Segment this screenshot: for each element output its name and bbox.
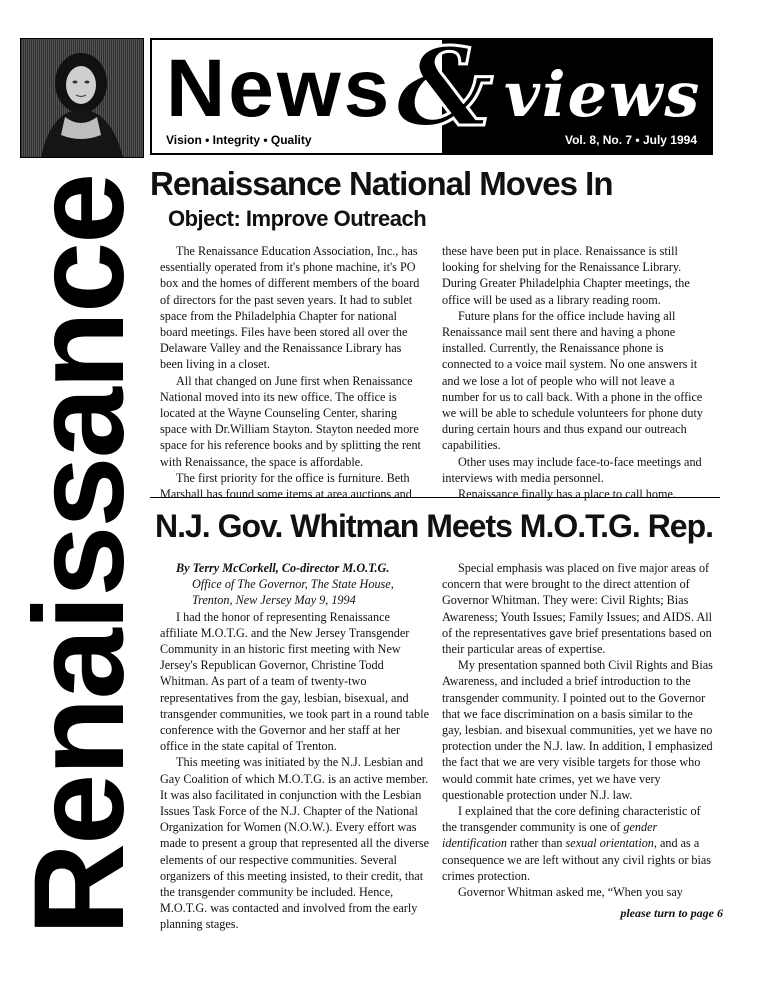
article2-paragraph: Governor Whitman asked me, “When you say [458,885,683,900]
masthead-ampersand: & [396,25,494,151]
text-run: I explained that the core defining characteristic of the transgender community is one of [442,804,701,835]
article1-column-2 [442,243,714,502]
article2-column-1 [160,560,430,933]
masthead [150,25,713,155]
article1-column-1 [160,243,422,502]
continued-note: please turn to page 6 [620,906,723,920]
article2-headline: N.J. Gov. Whitman Meets M.O.T.G. Rep. [155,508,714,544]
masthead-tagline: Vision • Integrity • Quality [166,133,312,147]
article2-column-2 [442,560,714,900]
vertical-title-wrap [8,165,151,945]
article2-paragraph: Special emphasis was placed on five major areas of concern that were brought to the direct attention of Governor Whitman. They were: Civil Rights; Bias Awareness; Youth Issues; Family Issues; and AIDS. All of the representatives gave brief presentations based on their particular areas of expertise. [442,561,713,657]
emphasis-text: gender identification [442,820,658,851]
emphasis-text: sexual orientation, [565,836,657,851]
article1-paragraph: All that changed on June first when Renaissance National moved into its new office. The office is located at the Wayne Counseling Center, sharing space with Dr.William Stayton. Stayton needed more space for his reference books and by splitting the rent with Renaissance, the space is affordable. [160,373,421,469]
text-run: and as a consequence we are left without any civil rights or bias crimes protection. [442,836,712,883]
article2-paragraph: This meeting was initiated by the N.J. Lesbian and Gay Coalition of which M.O.T.G. is an active member. It was also facilitated in conjunction with the Lesbian Issues Task Force of the N.J. Chapter of the National Organization for Women (N.O.W.). Every effort was made to present a group that represented all the diverse elements of our respective communities. Several organizers of this meeting insisted, to their credit, that the transgender community be included. Hence, M.O.T.G. was contacted and involved from the early planning stages. [160,755,430,932]
article1-paragraph: Renaissance finally has a place to call home. [458,487,676,502]
article2-paragraph [442,803,714,884]
vertical-title: Renaissance [8,174,151,936]
portrait-painting-icon [20,38,144,158]
masthead-title-news: News [166,43,393,134]
article1-paragraph: The first priority for the office is furniture. Beth Marshall has found some items at area auctions and [160,470,412,502]
issue-volume: Vol. 8, No. 7 • July 1994 [564,133,697,147]
article1-paragraph: Future plans for the office include having all Renaissance mail sent there and having a phone installed. Currently, the Renaissance phone is connected to a voice mail system. No one answers it and we lose a lot of people who will not leave a number for us to call back. With a phone in the office we will be able to schedule volunteers for phone duty during certain hours and thus expand our outreach capabilities. [442,308,703,453]
article2-dateline: Trenton, New Jersey May 9, 1994 [192,593,356,608]
article2-paragraph: My presentation spanned both Civil Rights and Bias Awareness, and included a brief introduction to the transgender community. I pointed out to the Governor that we face discrimination on a basis similar to the gay, lesbian. and bisexual communities, yet we have no protection under the N.J. law. In addition, I emphasized the fact that we are very visible targets for those who would commit hate crimes, yet we have very questionable protection under N.J. law. [442,658,713,802]
masthead-title-views: views [504,58,702,131]
article1-paragraph: Other uses may include face-to-face meetings and interviews with media personnel. [442,454,702,485]
article1-paragraph: The Renaissance Education Association, Inc., has essentially operated from it's phone machine, it's PO box and the homes of different members of the board of directors for the past seven years. It had to sublet space from the Philadelphia Chapter for national board meetings. Files have been stored all over the Delaware Valley and the Renaissance Library has been living in a closet. [160,244,420,372]
article2-paragraph: I had the honor of representing Renaissance affiliate M.O.T.G. and the New Jersey Transgender Community in an historic first meeting with New Jersey's Republican Governor, Christine Todd Whitman. As part of a team of twenty-two representatives from the gay, lesbian, bisexual, and transgender communities, we took part in a round table conference with the Governor and her staff at her office in the state capital of Trenton. [160,609,430,754]
article1-subhead: Object: Improve Outreach [168,206,427,231]
section-divider [150,497,720,498]
article2-dateline: Office of The Governor, The State House, [192,577,394,592]
text-run: rather than [507,836,566,851]
article2-byline: By Terry McCorkell, Co-director M.O.T.G. [176,561,390,575]
article1-headline: Renaissance National Moves In [150,165,613,202]
article1-paragraph: these have been put in place. Renaissance is still looking for shelving for the Renaissance Library. During Greater Philadelphia Chapter meetings, the office will be used as a library reading room. [442,244,690,307]
